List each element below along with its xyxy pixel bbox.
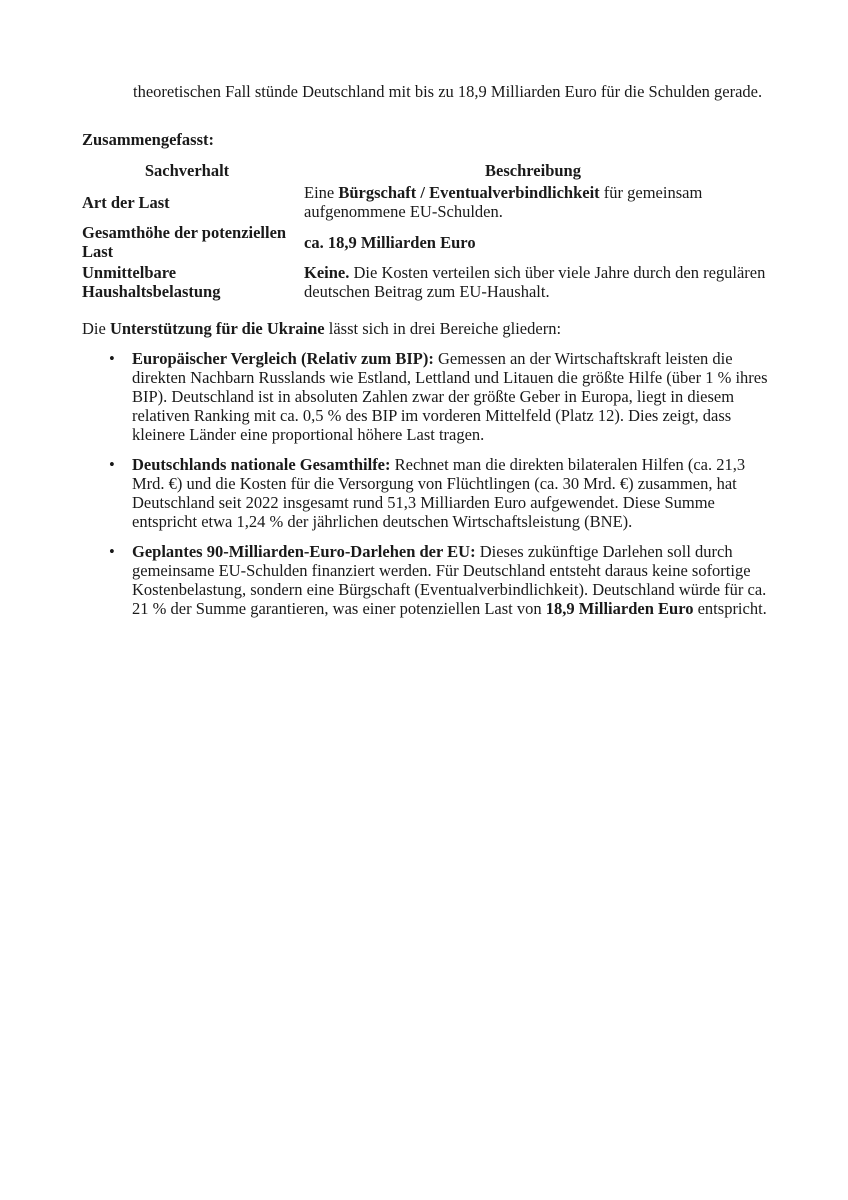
table-row bbox=[78, 262, 770, 302]
value-bold-text: Keine. bbox=[304, 263, 350, 282]
continuation-paragraph bbox=[133, 82, 773, 101]
list-item bbox=[103, 455, 771, 531]
summary-heading: Zusammengefasst: bbox=[82, 130, 214, 149]
bullet-text: Rechnet man die direkten bilateralen Hilfen (ca. 21,3 Mrd. €) und die Kosten für die Versorgung von Flüchtlingen (ca. 30 Mrd. €) zusammen, hat Deutschland seit 2022 insgesamt rund 51,3 Milliarden Euro aufgewendet. Diese Summe entspricht etwa 1,24 % der jährlichen deutschen Wirtschaftsleistung (BNE). bbox=[132, 455, 746, 531]
intro-bold-text: Unterstützung für die Ukraine bbox=[109, 319, 325, 338]
value-bold-text: ca. 18,9 Milliarden Euro bbox=[304, 232, 476, 252]
bullet-dot-icon: • bbox=[109, 542, 115, 561]
bullet-dot-icon: • bbox=[109, 455, 115, 474]
table-header-sachverhalt: Sachverhalt bbox=[144, 160, 230, 180]
value-text: Die Kosten verteilen sich über viele Jahre durch den regulären deutschen Beitrag zum EU-Haushalt. bbox=[304, 263, 766, 301]
value-text: Eine bbox=[304, 183, 339, 202]
table-row bbox=[78, 182, 770, 222]
value-bold-text: Bürgschaft / Eventualverbindlichkeit bbox=[338, 183, 600, 202]
intro-paragraph bbox=[82, 319, 772, 338]
bullet-text: Dieses zukünftige Darlehen soll durch gemeinsame EU-Schulden finanziert werden. Für Deutschland entsteht daraus keine sofortige Kostenbelastung, sondern eine Bürgschaft (Eventualverbindlichkeit). Deutschland würde für ca. 21 % der Summe garantieren, was einer potenziellen Last von bbox=[132, 542, 767, 618]
table-cell-value bbox=[296, 262, 770, 302]
intro-text: Die bbox=[82, 319, 110, 338]
bullet-bold-text: 18,9 Milliarden Euro bbox=[545, 599, 694, 618]
list-item bbox=[103, 542, 771, 618]
bullet-title: Geplantes 90-Milliarden-Euro-Darlehen der EU: bbox=[132, 542, 476, 561]
continuation-text: theoretischen Fall stünde Deutschland mit bis zu 18,9 Milliarden Euro für die Schulden gerade. bbox=[133, 82, 763, 101]
table-cell-key: Art der Last bbox=[82, 192, 170, 212]
table-cell-key: Gesamthöhe der potenziellen Last bbox=[82, 223, 287, 261]
bullet-title: Europäischer Vergleich (Relativ zum BIP): bbox=[132, 349, 434, 368]
summary-table bbox=[78, 160, 770, 302]
table-cell-key: Unmittelbare Haushaltsbelastung bbox=[82, 263, 221, 301]
bullet-title: Deutschlands nationale Gesamthilfe: bbox=[132, 455, 391, 474]
value-text: für gemeinsam aufgenommene EU-Schulden. bbox=[304, 183, 703, 221]
bullet-text: entspricht. bbox=[693, 599, 767, 618]
table-cell-value bbox=[296, 222, 770, 262]
list-item bbox=[103, 349, 771, 444]
table-header-beschreibung: Beschreibung bbox=[485, 160, 581, 180]
table-row bbox=[78, 222, 770, 262]
bullet-dot-icon: • bbox=[109, 349, 115, 368]
bullet-list bbox=[103, 349, 771, 629]
table-cell-value bbox=[296, 182, 770, 222]
intro-text: lässt sich in drei Bereiche gliedern: bbox=[324, 319, 562, 338]
bullet-text: Gemessen an der Wirtschaftskraft leisten die direkten Nachbarn Russlands wie Estland, Lettland und Litauen die größte Hilfe (über 1 % ihres BIP). Deutschland ist in absoluten Zahlen zwar der größte Geber in Europa, liegt in diesem relativen Ranking mit ca. 0,5 % des BIP im vorderen Mittelfeld (Platz 12). Dies zeigt, dass kleinere Länder eine proportional höhere Last tragen. bbox=[132, 349, 768, 444]
table-header-row bbox=[78, 160, 770, 182]
